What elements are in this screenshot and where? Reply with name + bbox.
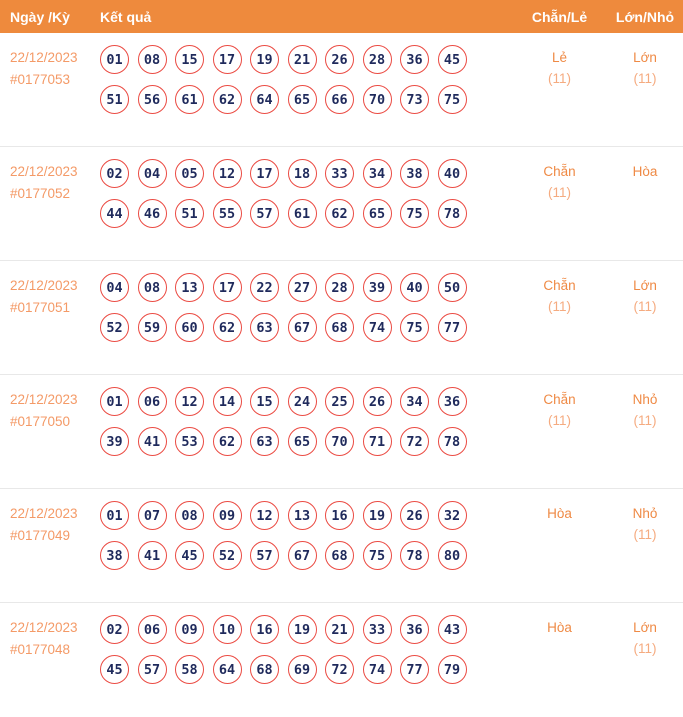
number-ball: 74 — [363, 655, 392, 684]
number-ball: 75 — [438, 85, 467, 114]
even-odd-label: Hòa — [547, 506, 572, 521]
number-ball: 61 — [175, 85, 204, 114]
number-ball: 51 — [175, 199, 204, 228]
number-ball: 63 — [250, 427, 279, 456]
number-ball: 75 — [400, 199, 429, 228]
number-ball: 65 — [288, 427, 317, 456]
number-ball: 08 — [175, 501, 204, 530]
number-ball: 41 — [138, 427, 167, 456]
header-col-big-small: Lớn/Nhỏ — [615, 8, 675, 25]
number-ball: 80 — [438, 541, 467, 570]
number-ball: 70 — [325, 427, 354, 456]
draw-numbers — [100, 147, 512, 260]
numbers-line-1 — [100, 159, 512, 189]
result-row — [0, 147, 683, 261]
even-odd-result — [512, 603, 607, 717]
number-ball: 51 — [100, 85, 129, 114]
number-ball: 02 — [100, 615, 129, 644]
draw-period — [0, 603, 100, 717]
draw-date: 22/12/2023 — [10, 164, 78, 179]
number-ball: 79 — [438, 655, 467, 684]
number-ball: 04 — [138, 159, 167, 188]
number-ball: 52 — [100, 313, 129, 342]
number-ball: 19 — [250, 45, 279, 74]
number-ball: 24 — [288, 387, 317, 416]
number-ball: 10 — [213, 615, 242, 644]
number-ball: 74 — [363, 313, 392, 342]
even-odd-result — [512, 147, 607, 260]
result-row — [0, 33, 683, 147]
number-ball: 66 — [325, 85, 354, 114]
number-ball: 17 — [250, 159, 279, 188]
result-row — [0, 603, 683, 717]
numbers-line-2 — [100, 655, 512, 685]
number-ball: 15 — [175, 45, 204, 74]
number-ball: 72 — [325, 655, 354, 684]
number-ball: 50 — [438, 273, 467, 302]
even-odd-count: (11) — [547, 185, 571, 200]
number-ball: 22 — [250, 273, 279, 302]
numbers-line-2 — [100, 541, 512, 571]
draw-period — [0, 147, 100, 260]
number-ball: 64 — [213, 655, 242, 684]
number-ball: 55 — [213, 199, 242, 228]
even-odd-result — [512, 375, 607, 488]
number-ball: 52 — [213, 541, 242, 570]
number-ball: 72 — [400, 427, 429, 456]
number-ball: 08 — [138, 273, 167, 302]
number-ball: 21 — [325, 615, 354, 644]
big-small-label: Lớn — [633, 278, 657, 293]
result-row — [0, 489, 683, 603]
draw-id: #0177052 — [10, 186, 71, 201]
number-ball: 77 — [400, 655, 429, 684]
number-ball: 78 — [438, 199, 467, 228]
number-ball: 75 — [400, 313, 429, 342]
number-ball: 26 — [363, 387, 392, 416]
number-ball: 61 — [288, 199, 317, 228]
big-small-label: Nhỏ — [632, 506, 658, 521]
number-ball: 34 — [400, 387, 429, 416]
number-ball: 67 — [288, 541, 317, 570]
draw-id: #0177048 — [10, 642, 71, 657]
result-row — [0, 261, 683, 375]
draw-numbers — [100, 489, 512, 602]
number-ball: 17 — [213, 273, 242, 302]
number-ball: 14 — [213, 387, 242, 416]
number-ball: 63 — [250, 313, 279, 342]
number-ball: 32 — [438, 501, 467, 530]
number-ball: 09 — [213, 501, 242, 530]
number-ball: 67 — [288, 313, 317, 342]
number-ball: 09 — [175, 615, 204, 644]
header-col-result: Kết quả — [100, 8, 152, 25]
number-ball: 69 — [288, 655, 317, 684]
numbers-line-2 — [100, 427, 512, 457]
number-ball: 13 — [175, 273, 204, 302]
draw-period — [0, 261, 100, 374]
number-ball: 01 — [100, 387, 129, 416]
number-ball: 06 — [138, 615, 167, 644]
number-ball: 17 — [213, 45, 242, 74]
number-ball: 34 — [363, 159, 392, 188]
draw-numbers — [100, 33, 512, 146]
big-small-count: (11) — [633, 413, 657, 428]
number-ball: 27 — [288, 273, 317, 302]
draw-id: #0177051 — [10, 300, 71, 315]
number-ball: 62 — [213, 427, 242, 456]
header-col-date: Ngày /Kỳ — [10, 8, 70, 25]
number-ball: 68 — [325, 313, 354, 342]
number-ball: 33 — [363, 615, 392, 644]
number-ball: 44 — [100, 199, 129, 228]
number-ball: 28 — [325, 273, 354, 302]
even-odd-label: Hòa — [547, 620, 572, 635]
number-ball: 65 — [288, 85, 317, 114]
number-ball: 62 — [213, 85, 242, 114]
draw-date: 22/12/2023 — [10, 278, 78, 293]
number-ball: 62 — [213, 313, 242, 342]
number-ball: 45 — [100, 655, 129, 684]
number-ball: 46 — [138, 199, 167, 228]
number-ball: 58 — [175, 655, 204, 684]
draw-period — [0, 375, 100, 488]
numbers-line-2 — [100, 313, 512, 343]
number-ball: 12 — [250, 501, 279, 530]
big-small-count: (11) — [633, 71, 657, 86]
even-odd-count: (11) — [547, 71, 571, 86]
number-ball: 45 — [175, 541, 204, 570]
big-small-count: (11) — [633, 641, 657, 656]
big-small-result — [607, 375, 683, 488]
numbers-line-2 — [100, 199, 512, 229]
number-ball: 21 — [288, 45, 317, 74]
result-row — [0, 375, 683, 489]
number-ball: 06 — [138, 387, 167, 416]
number-ball: 01 — [100, 501, 129, 530]
numbers-line-1 — [100, 45, 512, 75]
number-ball: 75 — [363, 541, 392, 570]
number-ball: 36 — [438, 387, 467, 416]
number-ball: 62 — [325, 199, 354, 228]
big-small-result — [607, 261, 683, 374]
draw-id: #0177049 — [10, 528, 71, 543]
number-ball: 60 — [175, 313, 204, 342]
number-ball: 70 — [363, 85, 392, 114]
number-ball: 53 — [175, 427, 204, 456]
number-ball: 25 — [325, 387, 354, 416]
table-header — [0, 0, 683, 33]
draw-date: 22/12/2023 — [10, 506, 78, 521]
number-ball: 40 — [400, 273, 429, 302]
results-body — [0, 33, 683, 717]
draw-date: 22/12/2023 — [10, 392, 78, 407]
number-ball: 38 — [400, 159, 429, 188]
number-ball: 19 — [288, 615, 317, 644]
numbers-line-1 — [100, 501, 512, 531]
numbers-line-2 — [100, 85, 512, 115]
number-ball: 38 — [100, 541, 129, 570]
big-small-result — [607, 147, 683, 260]
big-small-label: Lớn — [633, 620, 657, 635]
number-ball: 57 — [138, 655, 167, 684]
number-ball: 71 — [363, 427, 392, 456]
numbers-line-1 — [100, 387, 512, 417]
number-ball: 56 — [138, 85, 167, 114]
draw-period — [0, 489, 100, 602]
number-ball: 28 — [363, 45, 392, 74]
even-odd-result — [512, 33, 607, 146]
number-ball: 04 — [100, 273, 129, 302]
number-ball: 26 — [325, 45, 354, 74]
numbers-line-1 — [100, 273, 512, 303]
number-ball: 59 — [138, 313, 167, 342]
number-ball: 77 — [438, 313, 467, 342]
number-ball: 41 — [138, 541, 167, 570]
big-small-label: Nhỏ — [632, 392, 658, 407]
number-ball: 19 — [363, 501, 392, 530]
even-odd-label: Chẵn — [543, 164, 576, 179]
draw-numbers — [100, 261, 512, 374]
even-odd-count: (11) — [547, 299, 571, 314]
number-ball: 43 — [438, 615, 467, 644]
big-small-label: Hòa — [632, 164, 658, 179]
number-ball: 16 — [325, 501, 354, 530]
even-odd-result — [512, 489, 607, 602]
draw-id: #0177050 — [10, 414, 71, 429]
number-ball: 12 — [213, 159, 242, 188]
big-small-count: (11) — [633, 527, 657, 542]
number-ball: 26 — [400, 501, 429, 530]
number-ball: 39 — [100, 427, 129, 456]
draw-id: #0177053 — [10, 72, 71, 87]
number-ball: 36 — [400, 615, 429, 644]
number-ball: 01 — [100, 45, 129, 74]
draw-numbers — [100, 375, 512, 488]
number-ball: 65 — [363, 199, 392, 228]
number-ball: 45 — [438, 45, 467, 74]
big-small-result — [607, 33, 683, 146]
number-ball: 64 — [250, 85, 279, 114]
number-ball: 16 — [250, 615, 279, 644]
number-ball: 18 — [288, 159, 317, 188]
big-small-result — [607, 603, 683, 717]
number-ball: 78 — [438, 427, 467, 456]
draw-period — [0, 33, 100, 146]
number-ball: 68 — [250, 655, 279, 684]
number-ball: 40 — [438, 159, 467, 188]
number-ball: 05 — [175, 159, 204, 188]
number-ball: 08 — [138, 45, 167, 74]
big-small-result — [607, 489, 683, 602]
even-odd-label: Chẵn — [543, 392, 576, 407]
number-ball: 07 — [138, 501, 167, 530]
number-ball: 13 — [288, 501, 317, 530]
number-ball: 78 — [400, 541, 429, 570]
numbers-line-1 — [100, 615, 512, 645]
even-odd-result — [512, 261, 607, 374]
header-col-even-odd: Chẵn/Lẻ — [531, 8, 588, 25]
number-ball: 57 — [250, 199, 279, 228]
number-ball: 36 — [400, 45, 429, 74]
number-ball: 15 — [250, 387, 279, 416]
big-small-label: Lớn — [633, 50, 657, 65]
number-ball: 73 — [400, 85, 429, 114]
even-odd-label: Lẻ — [551, 50, 568, 65]
number-ball: 12 — [175, 387, 204, 416]
big-small-count: (11) — [633, 299, 657, 314]
even-odd-count: (11) — [547, 413, 571, 428]
number-ball: 57 — [250, 541, 279, 570]
number-ball: 02 — [100, 159, 129, 188]
number-ball: 68 — [325, 541, 354, 570]
number-ball: 33 — [325, 159, 354, 188]
even-odd-label: Chẵn — [543, 278, 576, 293]
draw-date: 22/12/2023 — [10, 620, 78, 635]
number-ball: 39 — [363, 273, 392, 302]
draw-date: 22/12/2023 — [10, 50, 78, 65]
draw-numbers — [100, 603, 512, 717]
